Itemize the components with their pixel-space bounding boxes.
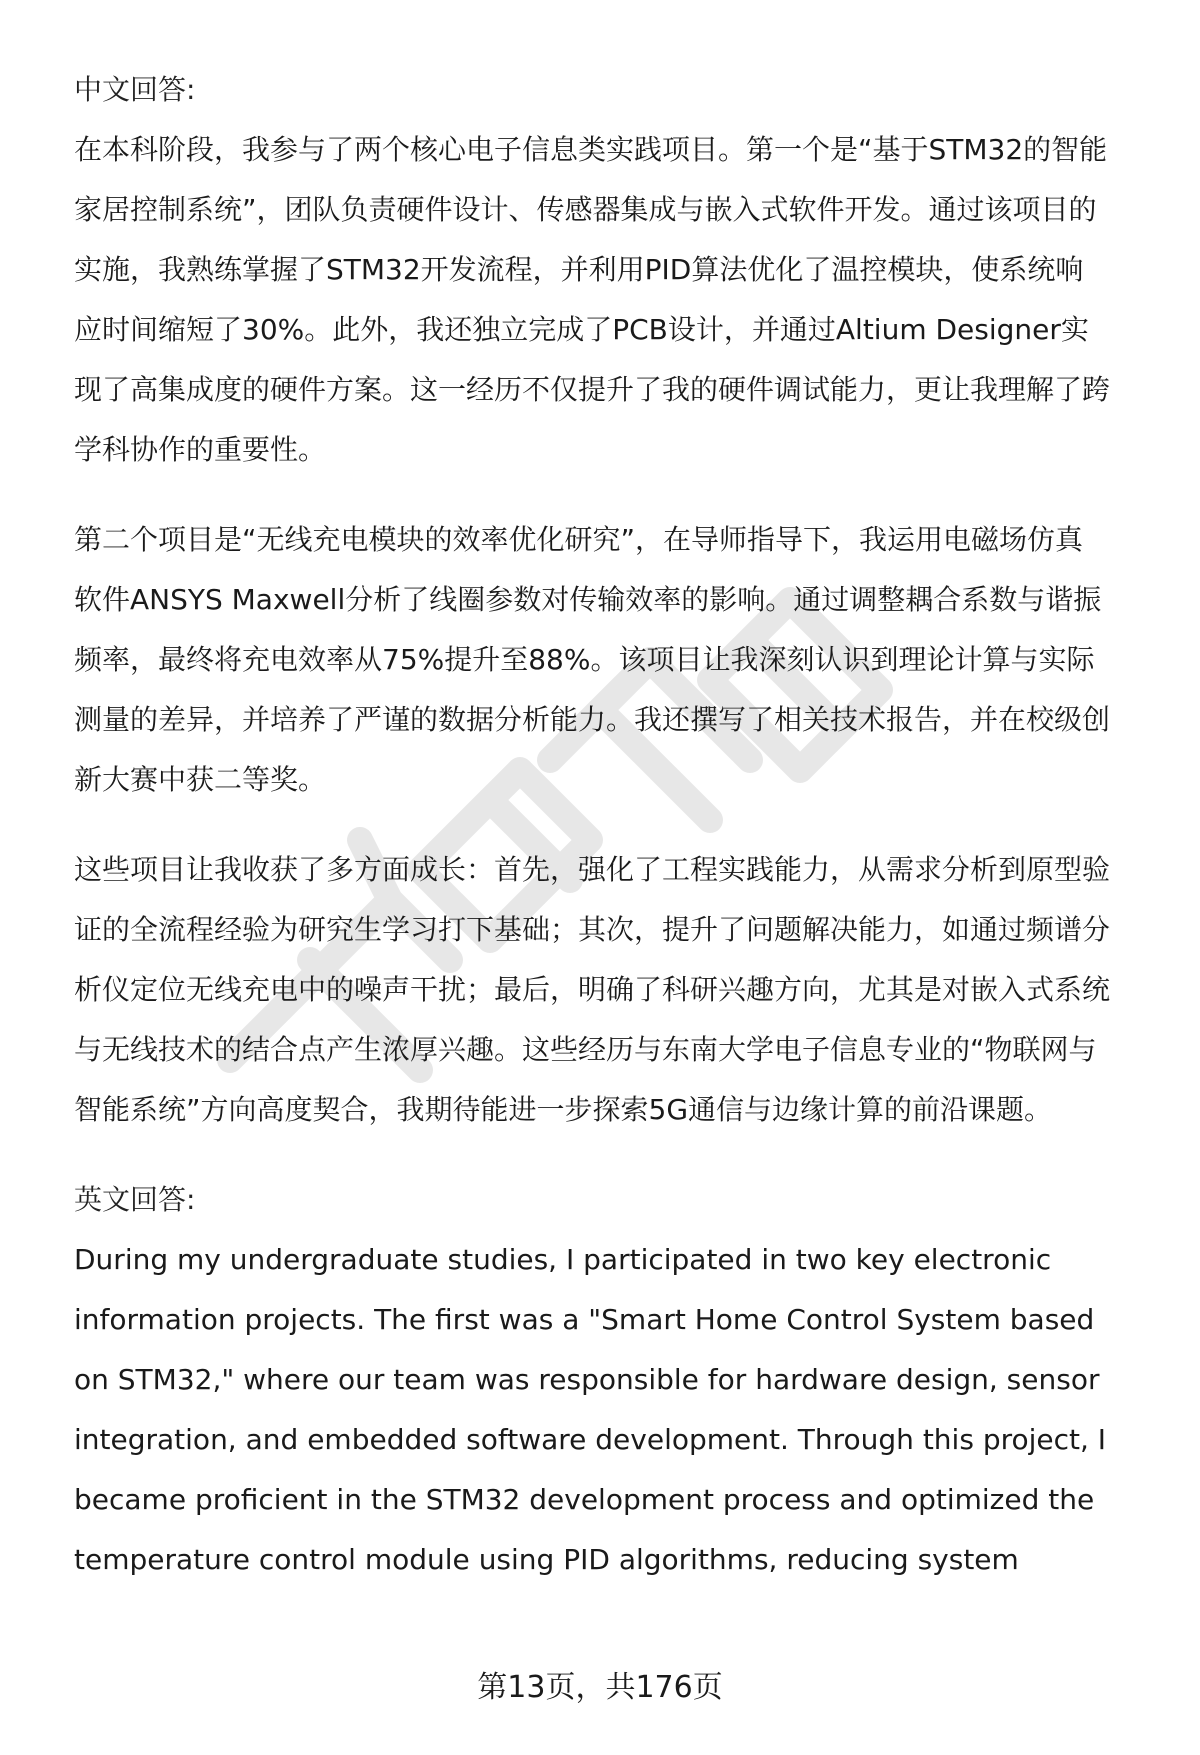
page-number-footer: 第13页，共176页 <box>477 1670 723 1705</box>
chinese-paragraph-3: 这些项目让我收获了多方面成长：首先，强化了工程实践能力，从需求分析到原型验证的全流程经验为研究生学习打下基础；其次，提升了问题解决能力，如通过频谱分析仪定位无线充电中的噪声干扰；最后，明确了科研兴趣方向，尤其是对嵌入式系统与无线技术的结合点产生浓厚兴趣。这些经历与东南大学电子信息专业的“物联网与智能系统”方向高度契合，我期待能进一步探索5G通信与边缘计算的前沿课题。 <box>74 853 1111 1126</box>
english-paragraph: During my undergraduate studies, I participated in two key electronic information projects. The first was a "Smart Home Control System based on STM32," where our team was responsible for hardware design, sensor integration, and embedded software development. Through this project, I became proficient in the STM32 development process and optimized the temperature control module using PID algorithms, reducing system <box>74 1243 1107 1576</box>
chinese-answer-heading: 中文回答: <box>74 73 196 106</box>
chinese-paragraph-1: 在本科阶段，我参与了两个核心电子信息类实践项目。第一个是“基于STM32的智能家居控制系统”，团队负责硬件设计、传感器集成与嵌入式软件开发。通过该项目的实施，我熟练掌握了STM32开发流程，并利用PID算法优化了温控模块，使系统响应时间缩短了30%。此外，我还独立完成了PCB设计，并通过Altium Designer实现了高集成度的硬件方案。这一经历不仅提升了我的硬件调试能力，更让我理解了跨学科协作的重要性。 <box>74 133 1111 466</box>
paragraph-gap <box>74 1140 1110 1170</box>
document-body <box>74 60 1110 1590</box>
paragraph-gap <box>74 810 1110 840</box>
english-answer-heading: 英文回答: <box>74 1183 196 1216</box>
chinese-paragraph-2: 第二个项目是“无线充电模块的效率优化研究”，在导师指导下，我运用电磁场仿真软件ANSYS Maxwell分析了线圈参数对传输效率的影响。通过调整耦合系数与谐振频率，最终将充电效率从75%提升至88%。该项目让我深刻认识到理论计算与实际测量的差异，并培养了严谨的数据分析能力。我还撰写了相关技术报告，并在校级创新大赛中获二等奖。 <box>74 523 1111 796</box>
paragraph-gap <box>74 480 1110 510</box>
